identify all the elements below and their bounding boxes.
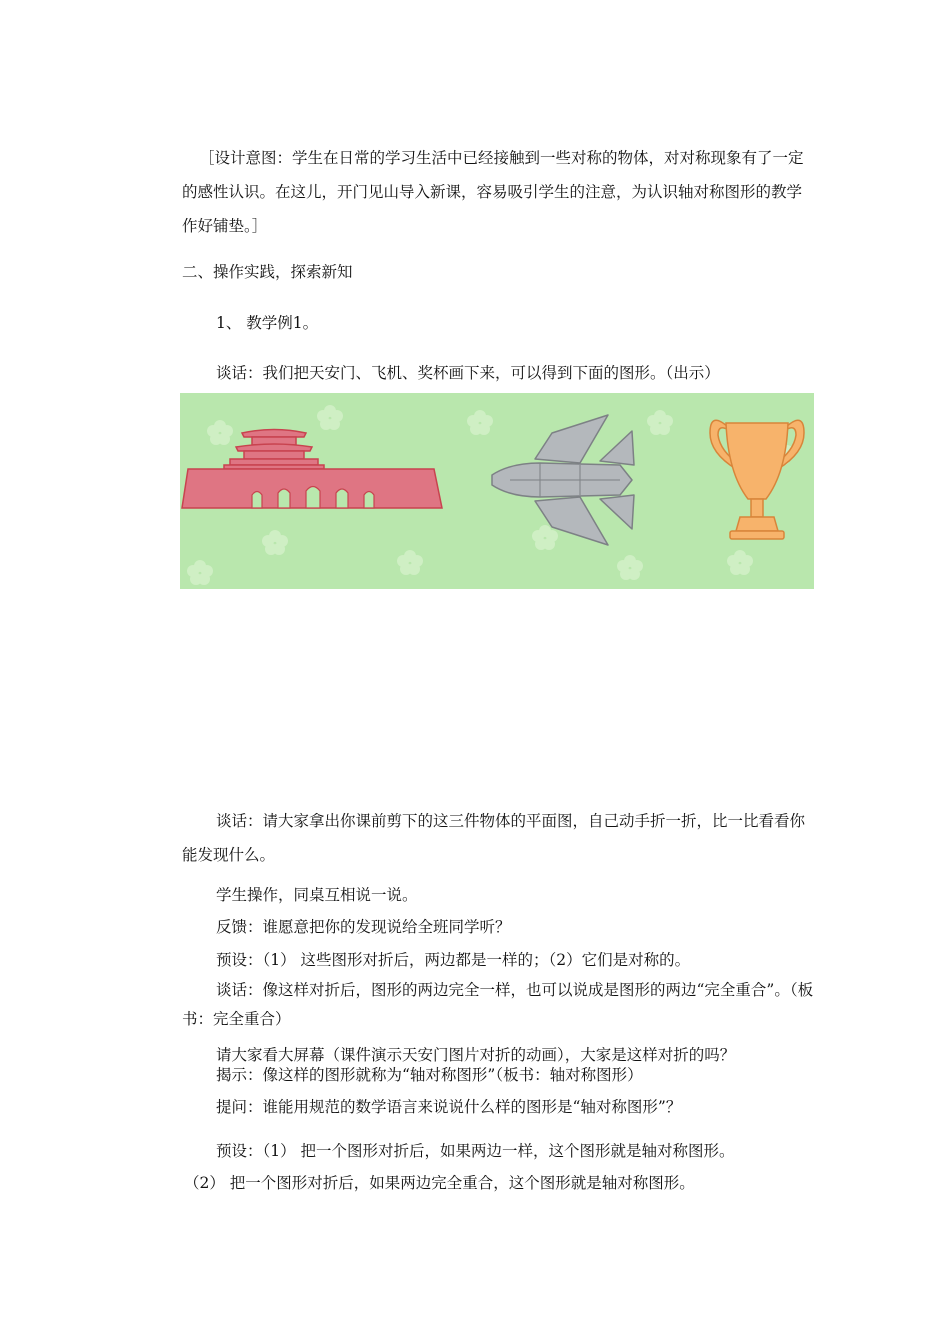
preset-answer-2b: （2） 把一个图形对折后，如果两边完全重合，这个图形就是轴对称图形。 [184,1174,695,1192]
reveal-line: 揭示：像这样的图形就称为“轴对称图形”（板书：轴对称图形） [216,1066,643,1084]
preset-answer-1: 预设：（1） 这些图形对折后，两边都是一样的；（2）它们是对称的。 [216,951,691,969]
question-line: 提问：谁能用规范的数学语言来说说什么样的图形是“轴对称图形”？ [216,1098,682,1116]
talk-overlap-paragraph: 谈话：像这样对折后，图形的两边完全一样，也可以说成是图形的两边“完全重合”。（板书：完全重合） [182,981,814,1028]
symmetric-figures-illustration [180,393,814,589]
talk-fold-paragraph: 谈话：请大家拿出你课前剪下的这三件物体的平面图，自己动手折一折，比一比看看你能发现什么。 [182,812,806,864]
student-operation: 学生操作，同桌互相说一说。 [216,886,418,904]
feedback-line: 反馈：谁愿意把你的发现说给全班同学听？ [216,918,511,936]
example-heading: 1、 教学例1。 [216,314,319,332]
talk-show-figures: 谈话：我们把天安门、飞机、奖杯画下来，可以得到下面的图形。（出示） [216,364,720,382]
screen-prompt: 请大家看大屏幕（课件演示天安门图片对折的动画），大家是这样对折的吗？ [216,1046,736,1064]
section-heading: 二、操作实践，探索新知 [182,263,353,281]
preset-answer-2a: 预设：（1） 把一个图形对折后，如果两边一样，这个图形就是轴对称图形。 [216,1142,735,1160]
design-intent-paragraph: ［设计意图：学生在日常的学习生活中已经接触到一些对称的物体，对对称现象有了一定的感性认识。在这儿，开门见山导入新课，容易吸引学生的注意，为认识轴对称图形的教学作好铺垫。］ [182,149,804,235]
